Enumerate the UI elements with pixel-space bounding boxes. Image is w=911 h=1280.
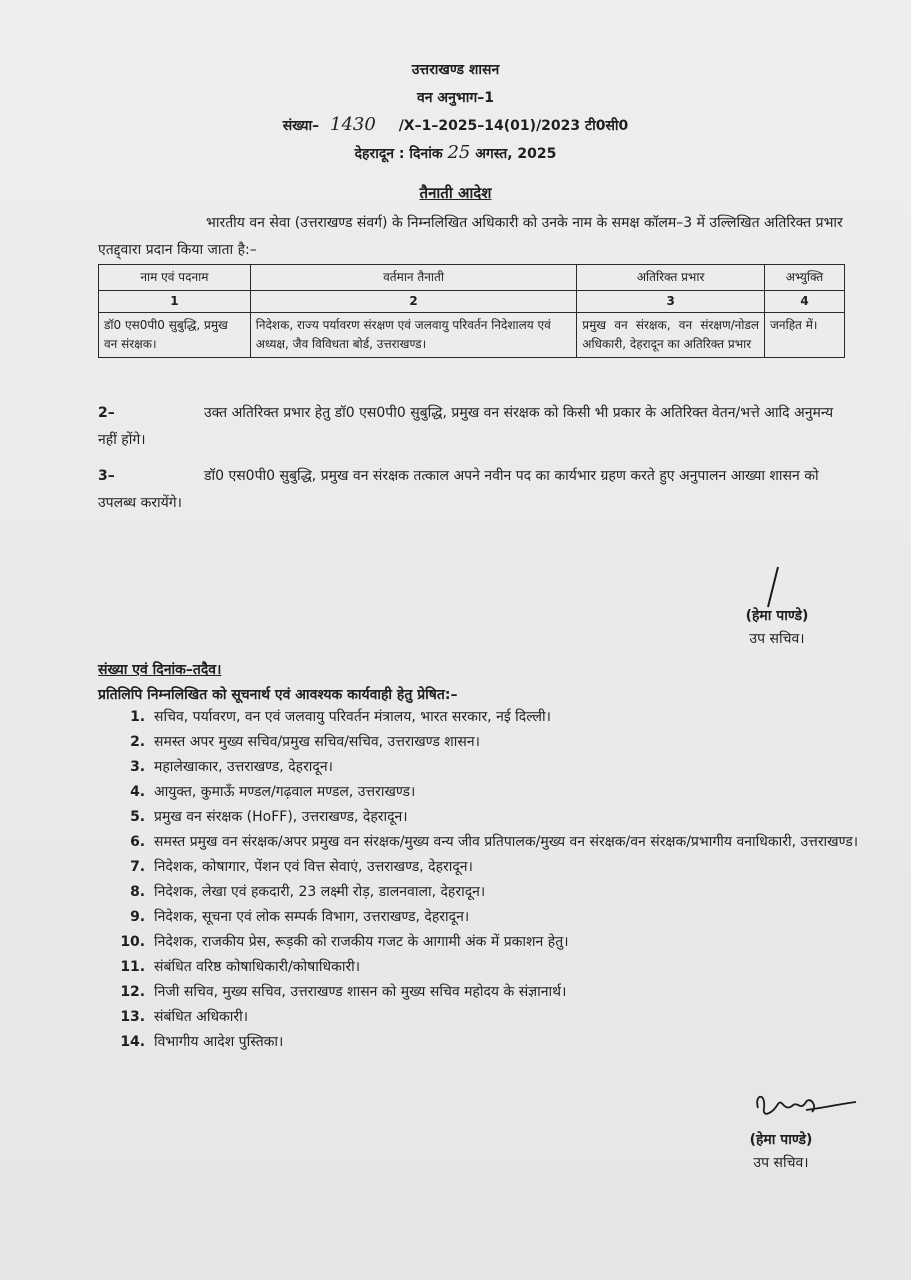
order-title: तैनाती आदेश: [419, 184, 492, 202]
list-item: 10. निदेशक, राजकीय प्रेस, रूड़की को राजकीय गजट के आगामी अंक में प्रकाशन हेतु।: [150, 930, 885, 955]
handwritten-date-day: 25: [447, 142, 471, 163]
column-number-row: [99, 291, 845, 313]
intro-paragraph: [98, 210, 848, 264]
column-number: 2: [250, 291, 576, 313]
header-remarks: अभ्युक्ति: [765, 265, 845, 291]
paragraph-number: 2–: [98, 405, 115, 421]
paragraph-text: डॉ0 एस0पी0 सुबुद्धि, प्रमुख वन संरक्षक तत्काल अपने नवीन पद का कार्यभार ग्रहण करते हुए अनुपालन आख्या शासन को उपलब्ध करायेंगे।: [98, 468, 819, 511]
handwritten-number: 1430: [330, 114, 376, 135]
list-item: 7. निदेशक, कोषागार, पेंशन एवं वित्त सेवाएं, उत्तराखण्ड, देहरादून।: [150, 855, 885, 880]
signatory-designation: उप सचिव।: [753, 1155, 809, 1171]
date-suffix: अगस्त, 2025: [475, 146, 557, 162]
header-name-designation: नाम एवं पदनाम: [99, 265, 251, 291]
list-item: 9. निदेशक, सूचना एवं लोक सम्पर्क विभाग, उत्तराखण्ड, देहरादून।: [150, 905, 885, 930]
copy-recipient-list: [118, 705, 885, 1055]
paragraph-2: [98, 400, 848, 454]
list-item: 6. समस्त प्रमुख वन संरक्षक/अपर प्रमुख वन संरक्षक/मुख्य वन्य जीव प्रतिपालक/मुख्य वन संरक्षक/वन संरक्षक/प्रभागीय वनाधिकारी, उत्तराखण्ड।: [150, 830, 885, 855]
paragraph-text: उक्त अतिरिक्त प्रभार हेतु डॉ0 एस0पी0 सुबुद्धि, प्रमुख वन संरक्षक को किसी भी प्रकार के अतिरिक्त वेतन/भत्ते आदि अनुमन्य नहीं होंगे।: [98, 405, 834, 448]
signature-block-2: [726, 1130, 836, 1172]
current-posting-cell: निदेशक, राज्य पर्यावरण संरक्षण एवं जलवायु परिवर्तन निदेशालय एवं अध्यक्ष, जैव विविधता बोर्ड, उत्तराखण्ड।: [250, 313, 576, 358]
list-item: 3. महालेखाकार, उत्तराखण्ड, देहरादून।: [150, 755, 885, 780]
list-item: 12. निजी सचिव, मुख्य सचिव, उत्तराखण्ड शासन को मुख्य सचिव महोदय के संज्ञानार्थ।: [150, 980, 885, 1005]
column-number: 4: [765, 291, 845, 313]
list-item: 5. प्रमुख वन संरक्षक (HoFF), उत्तराखण्ड, देहरादून।: [150, 805, 885, 830]
reference-number-line: [0, 114, 911, 135]
list-item: 2. समस्त अपर मुख्य सचिव/प्रमुख सचिव/सचिव, उत्तराखण्ड शासन।: [150, 730, 885, 755]
signatory-name: (हेमा पाण्डे): [749, 1132, 813, 1148]
signatory-designation: उप सचिव।: [749, 631, 805, 647]
table-header-row: [99, 265, 845, 291]
officer-name-cell: डॉ0 एस0पी0 सुबुद्धि, प्रमुख वन संरक्षक।: [99, 313, 251, 358]
header-current-posting: वर्तमान तैनाती: [250, 265, 576, 291]
copy-heading: प्रतिलिपि निम्नलिखित को सूचनार्थ एवं आवश्यक कार्यवाही हेतु प्रेषित:–: [98, 687, 458, 703]
remarks-cell: जनहित में।: [765, 313, 845, 358]
number-label: संख्या–: [282, 118, 320, 134]
signature-block-1: [722, 606, 832, 648]
paragraph-number: 3–: [98, 468, 115, 484]
handwritten-signature: [748, 1088, 860, 1124]
list-item: 11. संबंधित वरिष्ठ कोषाधिकारी/कोषाधिकारी।: [150, 955, 885, 980]
table-row: [99, 313, 845, 358]
signature-mark: [762, 565, 786, 611]
government-name: उत्तराखण्ड शासन: [411, 62, 500, 78]
list-item: 14. विभागीय आदेश पुस्तिका।: [150, 1030, 885, 1055]
list-item: 4. आयुक्त, कुमाऊँ मण्डल/गढ़वाल मण्डल, उत्तराखण्ड।: [150, 780, 885, 805]
number-reference: /X–1–2025–14(01)/2023 टी0सी0: [398, 118, 629, 134]
intro-text: भारतीय वन सेवा (उत्तराखण्ड संवर्ग) के निम्नलिखित अधिकारी को उनके नाम के समक्ष कॉलम–3 में उल्लिखित अतिरिक्त प्रभार एतद्द्वारा प्रदान किया जाता है:–: [98, 215, 843, 258]
column-number: 1: [99, 291, 251, 313]
date-prefix: देहरादून : दिनांक: [354, 146, 443, 162]
list-item: 8. निदेशक, लेखा एवं हकदारी, 23 लक्ष्मी रोड़, डालनवाला, देहरादून।: [150, 880, 885, 905]
date-line: [0, 142, 911, 163]
additional-charge-cell: प्रमुख वन संरक्षक, वन संरक्षण/नोडल अधिकारी, देहरादून का अतिरिक्त प्रभार: [577, 313, 765, 358]
copy-reference-line: संख्या एवं दिनांक–तदैव।: [98, 662, 222, 678]
section-name: वन अनुभाग–1: [417, 90, 494, 106]
list-item: 13. संबंधित अधिकारी।: [150, 1005, 885, 1030]
column-number: 3: [577, 291, 765, 313]
paragraph-3: [98, 463, 848, 517]
signatory-name: (हेमा पाण्डे): [745, 608, 809, 624]
list-item: 1. सचिव, पर्यावरण, वन एवं जलवायु परिवर्तन मंत्रालय, भारत सरकार, नई दिल्ली।: [150, 705, 885, 730]
header-additional-charge: अतिरिक्त प्रभार: [577, 265, 765, 291]
assignment-table: [98, 264, 845, 358]
